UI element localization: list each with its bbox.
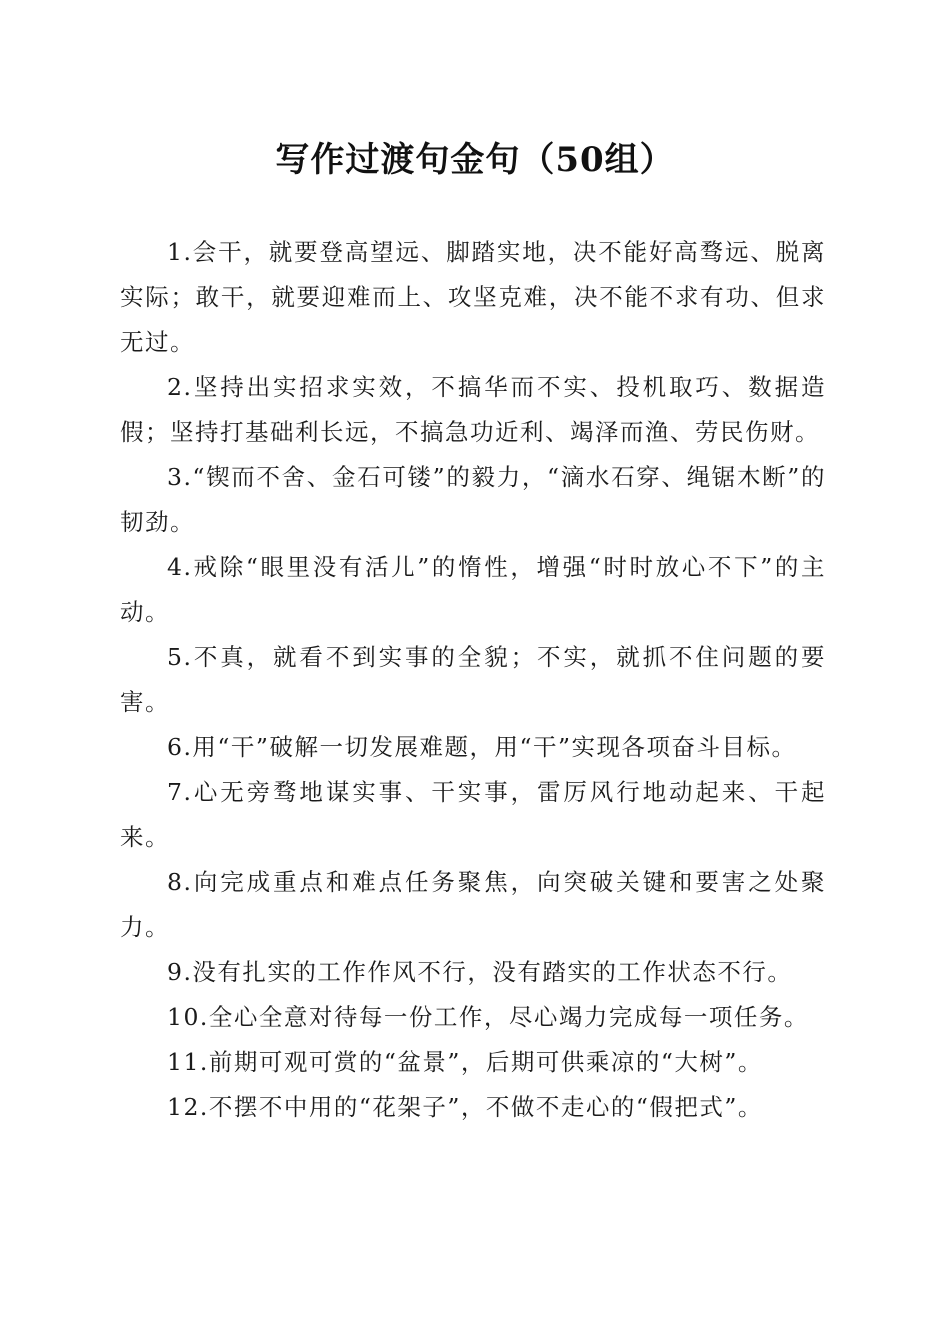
paragraph-1: 1.会干，就要登高望远、脚踏实地，决不能好高骛远、脱离实际；敢干，就要迎难而上、攻坚克难，决不能不求有功、但求无过。 (120, 238, 826, 356)
paragraph-9: 9.没有扎实的工作作风不行，没有踏实的工作状态不行。 (167, 958, 793, 986)
paragraph-5: 5.不真，就看不到实事的全貌；不实，就抓不住问题的要害。 (120, 643, 826, 716)
paragraph-6: 6.用“干”破解一切发展难题，用“干”实现各项奋斗目标。 (167, 733, 797, 761)
paragraph-3: 3.“锲而不舍、金石可镂”的毅力，“滴水石穿、绳锯木断”的韧劲。 (120, 463, 826, 536)
paragraph-4: 4.戒除“眼里没有活儿”的惰性，增强“时时放心不下”的主动。 (120, 553, 826, 626)
paragraph-8: 8.向完成重点和难点任务聚焦，向突破关键和要害之处聚力。 (120, 868, 826, 941)
paragraph-11: 11.前期可观可赏的“盆景”，后期可供乘凉的“大树”。 (167, 1048, 763, 1076)
document-body (120, 230, 826, 1130)
paragraph-10: 10.全心全意对待每一份工作，尽心竭力完成每一项任务。 (167, 1003, 809, 1031)
document-title: 写作过渡句金句（50组） (275, 140, 675, 180)
paragraph-7: 7.心无旁骛地谋实事、干实事，雷厉风行地动起来、干起来。 (120, 778, 826, 851)
paragraph-12: 12.不摆不中用的“花架子”，不做不走心的“假把式”。 (167, 1093, 763, 1121)
paragraph-2: 2.坚持出实招求实效，不搞华而不实、投机取巧、数据造假；坚持打基础利长远，不搞急功近利、竭泽而渔、劳民伤财。 (120, 373, 826, 446)
